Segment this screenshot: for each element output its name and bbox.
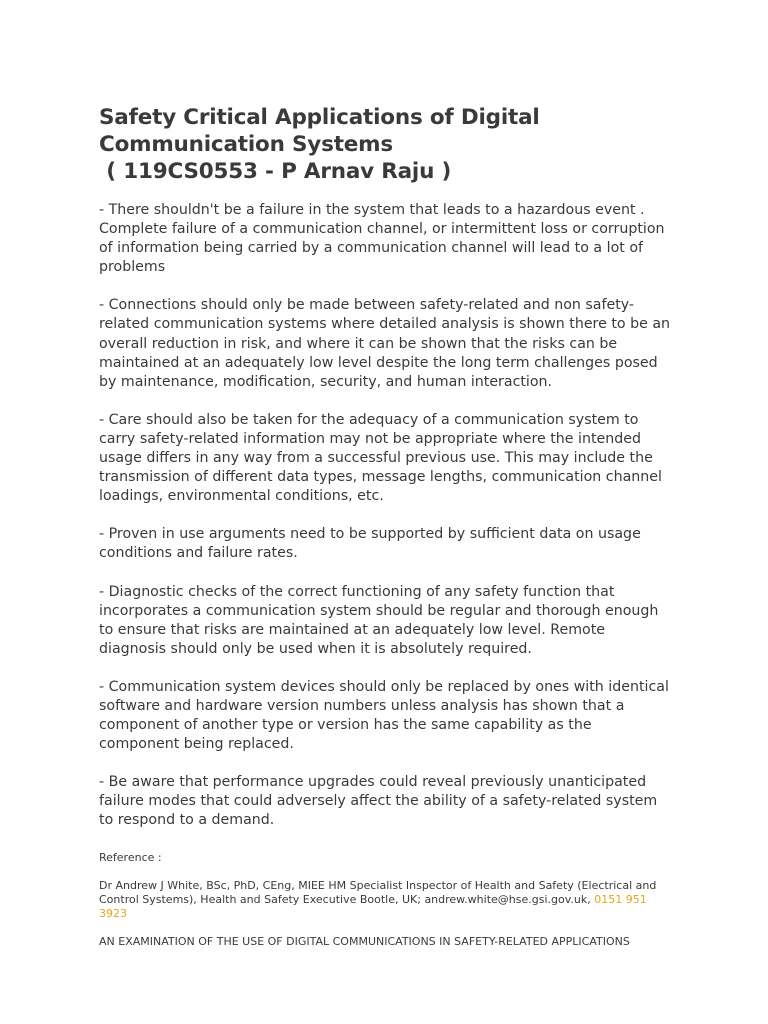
document-title — [99, 104, 673, 185]
paragraph-hazardous-failure: - There shouldn't be a failure in the system that leads to a hazardous event . Complete failure of a communication channel, or intermittent loss or corruption of information being carried by a communication channel will lead to a lot of problems — [99, 202, 665, 276]
paragraph-adequacy: - Care should also be taken for the adequacy of a communication system to carry safety-related information may not be appropriate where the intended usage differs in any way from a successful previous use. This may include the transmission of different data types, message lengths, communication channel loadings, environmental conditions, etc. — [99, 411, 662, 505]
paragraph-performance-upgrades: - Be aware that performance upgrades could reveal previously unanticipated failure modes that could adversely affect the ability of a safety-related system to respond to a demand. — [99, 774, 658, 829]
document-body — [99, 201, 673, 831]
reference-label: Reference : — [99, 850, 162, 864]
reference-author-text: Dr Andrew J White, BSc, PhD, CEng, MIEE HM Specialist Inspector of Health and Safety (Electrical and Control Systems), Health and Safety Executive Bootle, UK; andrew.white@hse.gsi.gov.uk, — [99, 878, 657, 906]
paragraph-device-replacement: - Communication system devices should only be replaced by ones with identical software and hardware version numbers unless analysis has shown that a component of another type or version has the same capability as the component being replaced. — [99, 678, 669, 753]
title-line-3: ( 119CS0553 - P Arnav Raju ) — [99, 159, 452, 184]
paragraph-diagnostic-checks: - Diagnostic checks of the correct functioning of any safety function that incorporates a communication system should be regular and thorough enough to ensure that risks are maintained at an adequately low level. Remote diagnosis should only be used when it is absolutely required. — [99, 583, 659, 657]
title-line-1: Safety Critical Applications of Digital — [99, 105, 540, 130]
title-line-2: Communication Systems — [99, 132, 393, 157]
paragraph-proven-in-use: - Proven in use arguments need to be supported by sufficient data on usage conditions and failure rates. — [99, 526, 641, 562]
reference-author — [99, 879, 673, 921]
reference-phone-link[interactable]: 0151 951 3923 — [99, 892, 647, 920]
paragraph-connections: - Connections should only be made between safety-related and non safety-related communication systems where detailed analysis is shown there to be an overall reduction in risk, and where it can be shown that the risks can be maintained at an adequately low level despite the long term challenges posed by maintenance, modification, security, and human interaction. — [99, 297, 671, 390]
document-page — [99, 104, 673, 949]
reference-document-title: AN EXAMINATION OF THE USE OF DIGITAL COMMUNICATIONS IN SAFETY-RELATED APPLICATIONS — [99, 934, 630, 948]
